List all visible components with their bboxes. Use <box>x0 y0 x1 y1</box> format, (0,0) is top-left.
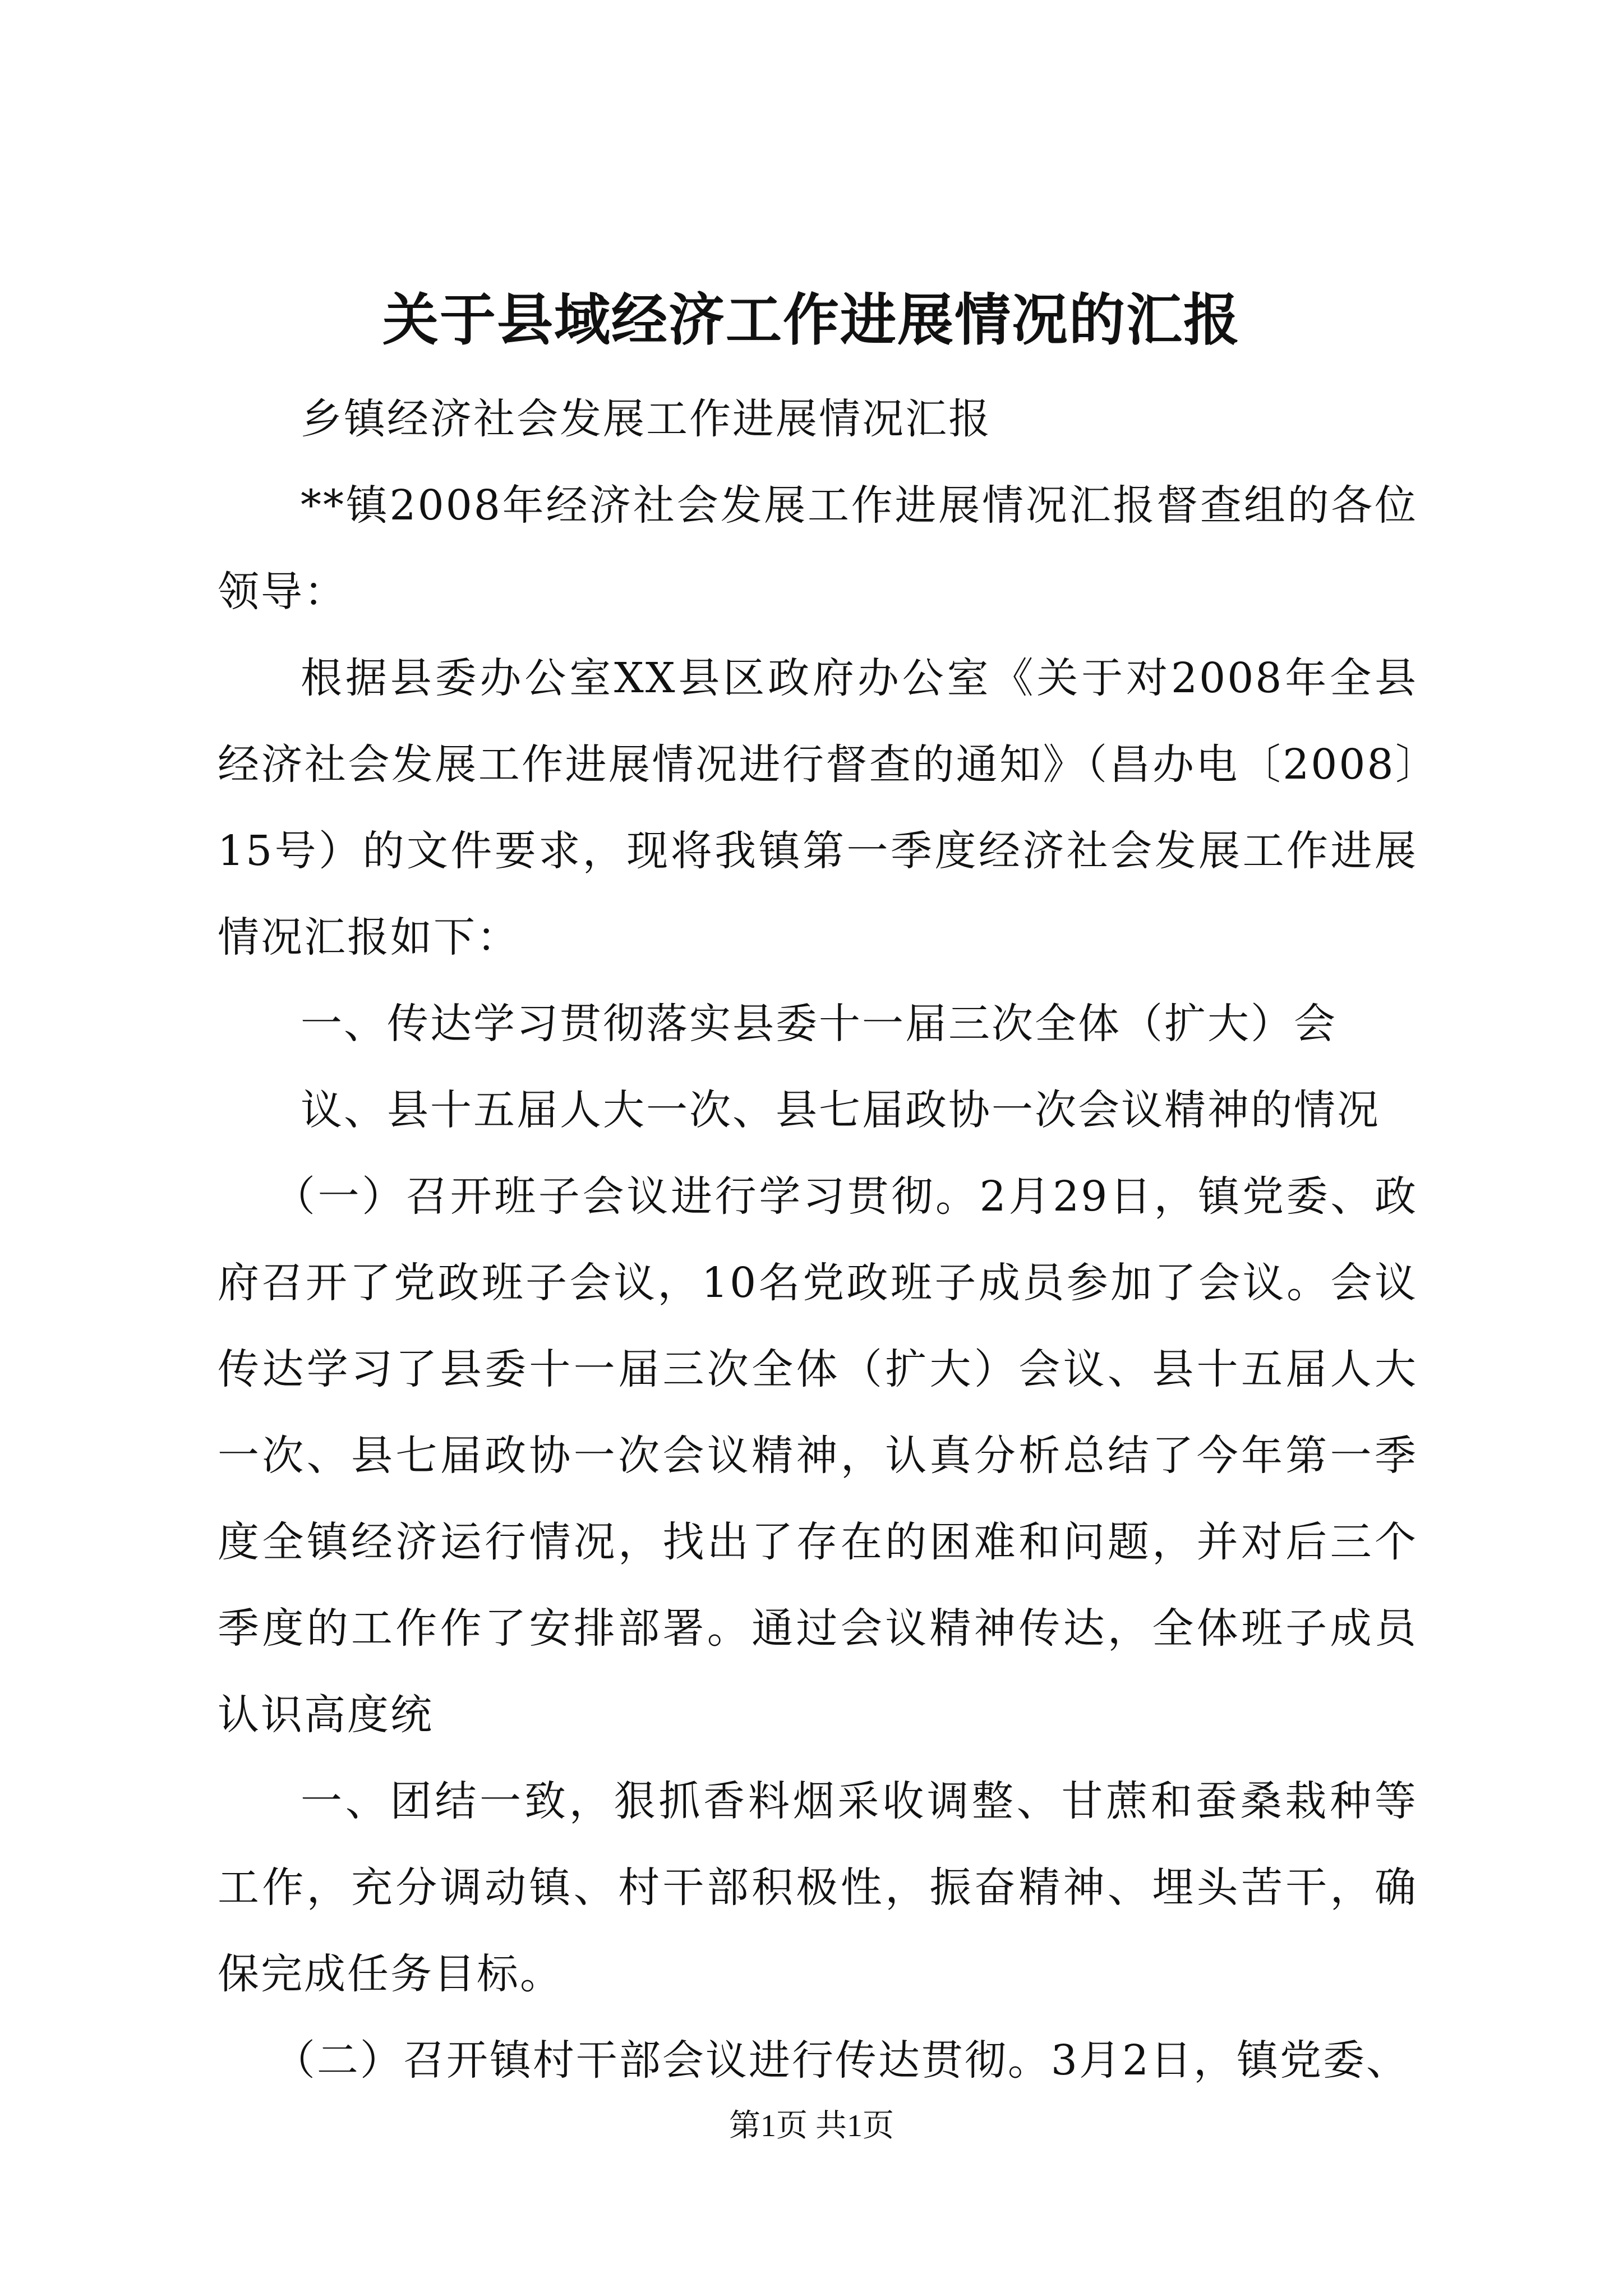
paragraph-section-heading-1a: 一、传达学习贯彻落实县委十一届三次全体（扩大）会 <box>301 1000 1337 1048</box>
paragraph-section-heading-1b: 议、县十五届人大一次、县七届政协一次会议精神的情况 <box>301 1086 1380 1134</box>
document-body <box>218 376 1418 2104</box>
document-title: 关于县域经济工作进展情况的汇报 <box>382 287 1241 353</box>
paragraph-salutation: **镇2008年经济社会发展工作进展情况汇报督查组的各位领导： <box>218 481 1418 616</box>
page-footer: 第1页 共1页 <box>729 2109 894 2143</box>
paragraph-subsection-1: （一）召开班子会议进行学习贯彻。2月29日，镇党委、政府召开了党政班子会议，10名党政班子成员参加了会议。会议传达学习了县委十一届三次全体（扩大）会议、县十五届人大一次、县七届政协一次会议精神，认真分析总结了今年第一季度全镇经济运行情况，找出了存在的困难和问题，并对后三个季度的工作作了安排部署。通过会议精神传达，全体班子成员认识高度统 <box>218 1172 1418 1739</box>
paragraph-subsection-2: （二）召开镇村干部会议进行传达贯彻。3月2日，镇党委、 <box>273 2036 1410 2085</box>
paragraph-intro: 根据县委办公室XX县区政府办公室《关于对2008年全县经济社会发展工作进展情况进行督查的通知》（昌办电〔2008〕15号）的文件要求，现将我镇第一季度经济社会发展工作进展情况汇报如下： <box>218 654 1418 961</box>
paragraph-unity: 一、团结一致，狠抓香料烟采收调整、甘蔗和蚕桑栽种等工作，充分调动镇、村干部积极性，振奋精神、埋头苦干，确保完成任务目标。 <box>218 1777 1418 1998</box>
paragraph-subtitle: 乡镇经济社会发展工作进展情况汇报 <box>301 395 992 443</box>
